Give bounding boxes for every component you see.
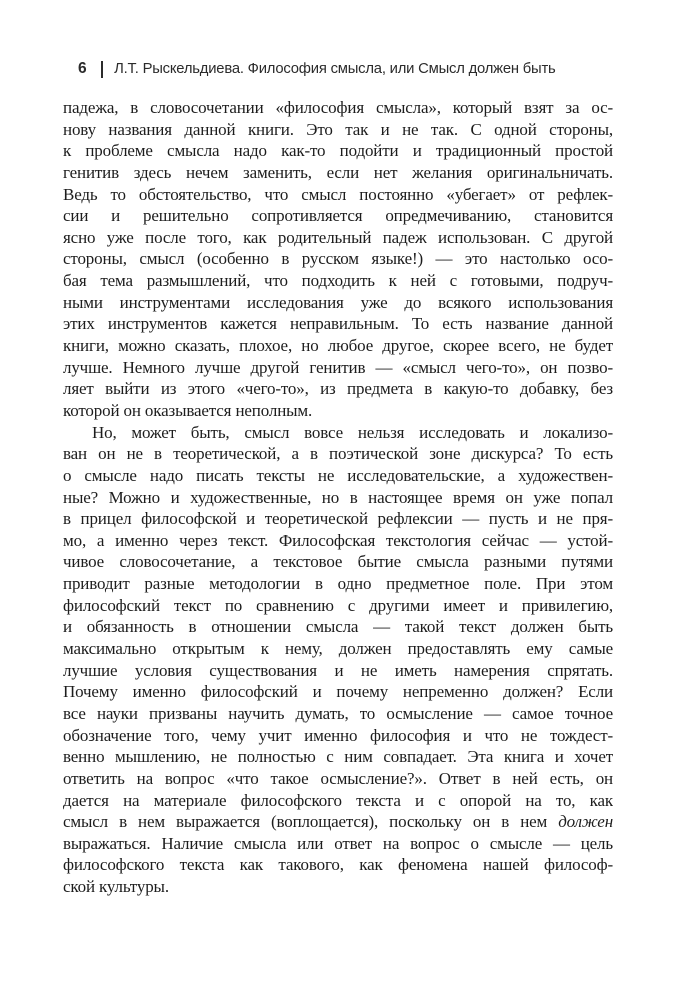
text-segment: к проблеме смысла надо как-то подойти и традиционный простой <box>63 141 613 161</box>
text-segment: в прицел философской и теоретической рефлексии — пусть и не пря- <box>63 509 613 529</box>
text-segment: смысл в нем выражается (воплощается), поскольку он в нем <box>63 812 559 832</box>
text-line <box>63 854 613 876</box>
text-segment: этих инструментов кажется неправильным. То есть название данной <box>63 314 613 334</box>
text-segment: ван он не в теоретической, а в поэтической зоне дискурса? То есть <box>63 444 613 464</box>
text-segment: выражаться. Наличие смысла или ответ на вопрос о смысле — цель <box>63 833 613 853</box>
text-segment: и обязанность в отношении смысла — такой текст должен быть <box>63 617 613 637</box>
text-line <box>63 595 613 617</box>
text-line <box>63 725 613 747</box>
text-line <box>63 660 613 682</box>
text-segment: сии и решительно сопротивляется опредмечиванию, становится <box>63 206 613 226</box>
text-line <box>63 811 613 833</box>
text-line <box>63 140 613 162</box>
text-segment: бая тема размышлений, что подходить к ней с готовыми, подруч- <box>63 271 613 291</box>
text-segment: философский текст по сравнению с другими имеет и привилегию, <box>63 595 613 615</box>
text-segment: о смысле надо писать тексты не исследовательские, а художествен- <box>63 465 613 485</box>
italic-text: должен <box>558 812 613 832</box>
text-line <box>63 443 613 465</box>
text-line <box>63 703 613 725</box>
text-segment: венно мышлению, не полностью с ним совпадает. Эта книга и хочет <box>63 747 613 767</box>
text-segment: дается на материале философского текста и с опорой на то, как <box>63 790 613 810</box>
text-line <box>63 833 613 855</box>
text-segment: нову названия данной книги. Это так и не так. С одной стороны, <box>63 119 613 139</box>
text-line <box>63 508 613 530</box>
text-segment: максимально открытым к нему, должен предоставлять ему самые <box>63 639 613 659</box>
header-divider <box>101 61 104 78</box>
text-line <box>63 487 613 509</box>
text-segment: ные? Можно и художественные, но в настоящее время он уже попал <box>63 487 613 507</box>
text-line <box>63 378 613 400</box>
text-segment: Но, может быть, смысл вовсе нельзя исследовать и локализо- <box>92 422 613 442</box>
text-segment: книги, можно сказать, плохое, но любое другое, скорее всего, не будет <box>63 336 613 356</box>
text-line <box>63 292 613 314</box>
text-line <box>63 530 613 552</box>
text-line <box>63 790 613 812</box>
text-line <box>63 638 613 660</box>
text-line <box>63 248 613 270</box>
text-segment: обозначение того, чему учит именно философия и что не тождест- <box>63 725 613 745</box>
text-segment: приводит разные методологии в одно предметное поле. При этом <box>63 574 613 594</box>
text-line <box>63 184 613 206</box>
text-line <box>63 313 613 335</box>
text-line <box>63 422 613 444</box>
text-line <box>63 400 613 422</box>
text-segment: стороны, смысл (особенно в русском языке!) — это настолько осо- <box>63 249 613 269</box>
text-segment: лучшие условия существования и не иметь намерения спрятать. <box>63 660 613 680</box>
text-line <box>63 681 613 703</box>
text-segment: все науки призваны научить думать, то осмысление — самое точное <box>63 703 613 723</box>
text-line <box>63 573 613 595</box>
page-number: 6 <box>78 60 87 77</box>
text-line <box>63 162 613 184</box>
text-segment: Почему именно философский и почему непременно должен? Если <box>63 682 613 702</box>
text-segment: ской культуры. <box>63 877 169 897</box>
text-line <box>63 97 613 119</box>
text-segment: Ведь то обстоятельство, что смысл постоянно «убегает» от рефлек- <box>63 184 613 204</box>
text-line <box>63 746 613 768</box>
text-segment: мо, а именно через текст. Философская текстология сейчас — устой- <box>63 530 613 550</box>
text-segment: ответить на вопрос «что такое осмысление?». Ответ в ней есть, он <box>63 768 613 788</box>
text-line <box>63 357 613 379</box>
text-segment: философского текста как такового, как феномена нашей философ- <box>63 855 613 875</box>
text-line <box>63 335 613 357</box>
text-segment: лучше. Немного лучше другой генитив — «смысл чего-то», он позво- <box>63 357 613 377</box>
body-text <box>63 97 613 898</box>
text-line <box>63 119 613 141</box>
text-line <box>63 205 613 227</box>
text-line <box>63 227 613 249</box>
paragraph <box>63 97 613 422</box>
text-line <box>63 551 613 573</box>
running-title: Л.Т. Рыскельдиева. Философия смысла, или Смысл должен быть <box>114 61 556 77</box>
text-segment: ясно уже после того, как родительный падеж использован. С другой <box>63 227 613 247</box>
text-line <box>63 616 613 638</box>
running-header <box>78 59 556 79</box>
text-segment: ляет выйти из этого «чего-то», из предмета в какую-то добавку, без <box>63 379 613 399</box>
text-segment: падежа, в словосочетании «философия смысла», который взят за ос- <box>63 98 613 117</box>
paragraph <box>63 422 613 898</box>
text-line <box>63 270 613 292</box>
text-segment: ными инструментами исследования уже до всякого использования <box>63 292 613 312</box>
text-line <box>63 768 613 790</box>
text-segment: чивое словосочетание, а текстовое бытие смысла разными путями <box>63 552 613 572</box>
text-segment: генитив здесь нечем заменить, если нет желания оригинальничать. <box>63 162 613 182</box>
text-line <box>63 876 613 898</box>
text-line <box>63 465 613 487</box>
text-segment: которой он оказывается неполным. <box>63 400 313 420</box>
